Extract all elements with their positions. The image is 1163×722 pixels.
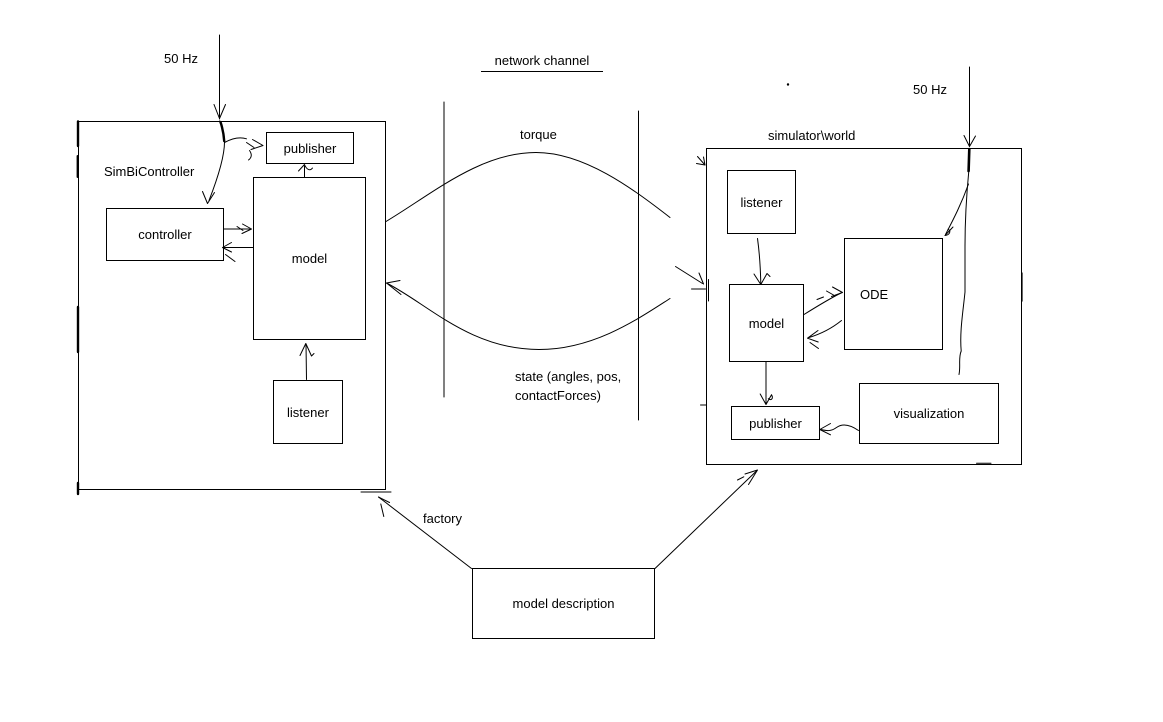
visualization-label: visualization [893,406,965,421]
visualization-node [859,383,999,444]
model-description-node [472,568,655,639]
state-label-line1: state (angles, pos, [515,369,622,384]
listener-right-label: listener [740,194,783,210]
model-left-node [253,177,366,340]
listener-left-label: listener [287,404,329,420]
network-channel-label: network channel [481,53,603,72]
listener-left-node [273,380,343,444]
torque-label: torque [520,127,557,142]
ode-label: ODE [860,286,889,302]
model-right-node [729,284,804,362]
publisher-left-label: publisher [283,140,337,156]
publisher-left-node [266,132,354,164]
model-description-label: model description [512,596,615,611]
publisher-right-label: publisher [749,415,802,431]
model-left-label: model [291,251,328,266]
simbicontroller-title: SimBiController [104,164,195,179]
model-right-label: model [748,315,785,331]
controller-node [106,208,224,261]
simulator-title: simulator\world [768,128,856,143]
state-label [515,367,621,405]
publisher-right-node [731,406,820,440]
arrow-factory-to-simbicontroller [379,497,472,569]
ode-node [844,238,943,350]
arrow-state [387,281,671,350]
factory-label: factory [423,511,463,526]
freq-left-label: 50 Hz [164,51,198,66]
arrow-torque [386,153,709,302]
state-label-line2: contactForces) [515,388,601,403]
controller-label: controller [138,227,192,242]
arrow-50hz-left [214,35,226,119]
listener-right-node [727,170,796,234]
freq-right-label: 50 Hz [913,82,947,97]
arrow-factory-to-simulator [655,470,758,569]
